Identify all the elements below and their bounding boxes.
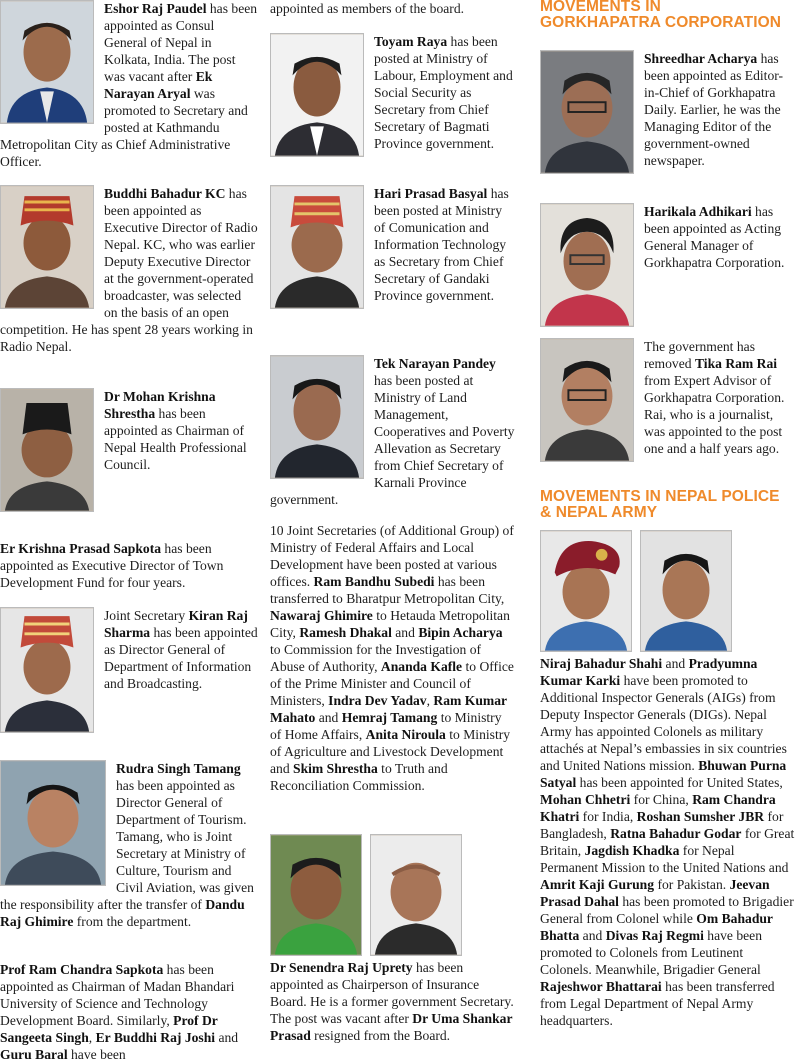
entry-toyam-raya: Toyam Raya has been posted at Ministry of Labour, Employment and Social Security as Secretary from Chief Secretary of Bagmati Province government. (270, 33, 515, 160)
person-name: Dr Senendra Raj Uprety (270, 960, 413, 975)
person-name: Ram Kumar Mahato (270, 693, 507, 725)
photo-pair (540, 530, 796, 655)
person-name: Kiran Raj Sharma (104, 608, 248, 640)
entry-krishna-prasad-sapkota: Er Krishna Prasad Sapkota has been appointed as Executive Director of Town Development Fund for four years. (0, 541, 224, 590)
person-name: Hemraj Tamang (341, 710, 438, 725)
entry-tek-narayan-pandey: Tek Narayan Pandey has been posted at Ministry of Land Management, Cooperatives and Poverty Allevation as Secretary from Chief Secretary of Karnali Province government. (270, 356, 515, 507)
person-name: Ramesh Dhakal (299, 625, 392, 640)
person-name: Dandu Raj Ghimire (0, 897, 245, 929)
person-name: Mohan Chhetri (540, 792, 631, 807)
portrait-photo (0, 0, 94, 124)
section-header-police-army: MOVEMENTS IN NEPAL POLICE & NEPAL ARMY (540, 488, 780, 521)
portrait-photo (540, 338, 634, 462)
portrait-photo (0, 760, 106, 886)
person-name: Nawaraj Ghimire (270, 608, 373, 623)
person-name: Dr Mohan Krishna Shrestha (104, 389, 216, 421)
person-name: Rudra Singh Tamang (116, 761, 241, 776)
person-name: Shreedhar Acharya (644, 51, 758, 66)
entry-buddhi-bahadur-kc: Buddhi Bahadur KC has been appointed as Executive Director of Radio Nepal. KC, who was earlier Deputy Executive Director at the government-operated broadcaster, was selected on the basis of an open competition. He has spent 28 years working in Radio Nepal. (0, 186, 258, 354)
portrait-photo (540, 203, 634, 327)
portrait-photo (0, 607, 94, 733)
person-name: Tika Ram Rai (694, 356, 778, 371)
person-name: Guru Baral (0, 1047, 68, 1062)
person-name: Skim Shrestha (293, 761, 378, 776)
entry-ram-chandra-sapkota: Prof Ram Chandra Sapkota has been appointed as Chairman of Madan Bhandari University of Science and Technology Development Board. Similarly, Prof Dr Sangeeta Singh, Er Buddhi Raj Joshi and Guru Baral have been (0, 962, 239, 1062)
person-name: Harikala Adhikari (644, 204, 752, 219)
person-name: Divas Raj Regmi (605, 928, 704, 943)
person-name: Eshor Raj Paudel (104, 1, 207, 16)
person-name: Jeevan Prasad Dahal (540, 877, 770, 909)
person-name: Ram Bandhu Subedi (313, 574, 435, 589)
entry-shreedhar-acharya: Shreedhar Acharya has been appointed as Editor-in-Chief of Gorkhapatra Daily. Earlier, he was the Managing Editor of the government-owned newspaper. (540, 50, 796, 177)
person-name: Pradyumna Kumar Karki (540, 656, 758, 688)
portrait-photo (0, 388, 94, 512)
person-name: Indra Dev Yadav (328, 693, 427, 708)
portrait-photo (540, 50, 634, 174)
entry-kiran-raj-sharma: Joint Secretary Kiran Raj Sharma has been appointed as Director General of Department of Information and Broadcasting. (0, 607, 258, 736)
portrait-photo (270, 185, 364, 309)
entry-hari-prasad-basyal: Hari Prasad Basyal has been posted at Ministry of Comunication and Information Technology as Secretary from Chief Secretary of Gandaki Province government. (270, 185, 515, 312)
portrait-photo (370, 834, 462, 956)
entry-eshor-raj-paudel: Eshor Raj Paudel has been appointed as Consul General of Nepal in Kolkata, India. The post was vacant after Ek Narayan Aryal was promoted to Secretary and posted at Kathmandu Metropolitan City as Chief Administrative Officer. (0, 1, 258, 169)
entry-joint-secretaries: 10 Joint Secretaries (of Additional Group) of Ministry of Federal Affairs and Local Development have been posted at various offices. Ram Bandhu Subedi has been transferred to Bharatpur Metropolitan City, Nawaraj Ghimire to Hetauda Metropolitan City, Ramesh Dhakal and Bipin Acharya to Commission for the Investigation of Abuse of Authority, Ananda Kafle to Office of the Prime Minister and Council of Ministers, Indra Dev Yadav, Ram Kumar Mahato and Hemraj Tamang to Ministry of Home Affairs, Anita Niroula to Ministry of Agriculture and Livestock Development and Skim Shrestha to Truth and Reconciliation Commission. (270, 523, 514, 793)
portrait-photo (0, 185, 94, 309)
entry-harikala-adhikari: Harikala Adhikari has been appointed as Acting General Manager of Gorkhapatra Corporation. (540, 203, 796, 330)
person-name: Ek Narayan Aryal (104, 69, 213, 101)
entry-rudra-singh-tamang: Rudra Singh Tamang has been appointed as Director General of Department of Tourism. Tamang, who is Joint Secretary at Ministry of Culture, Tourism and Civil Aviation, was given the responsibility after the transfer of Dandu Raj Ghimire from the department. (0, 761, 254, 929)
person-name: Er Krishna Prasad Sapkota (0, 541, 162, 556)
person-name: Prof Ram Chandra Sapkota (0, 962, 164, 977)
person-name: Tek Narayan Pandey (374, 356, 496, 371)
entry-senendra-raj-uprety: Dr Senendra Raj Uprety has been appointed as Chairperson of Insurance Board. He is a former government Secretary. The post was vacant after Dr Uma Shankar Prasad resigned from the Board. (270, 834, 515, 1044)
person-name: Om Bahadur Bhatta (540, 911, 773, 943)
photo-pair (270, 834, 515, 959)
person-name: Ram Chandra Khatri (540, 792, 776, 824)
person-name: Er Buddhi Raj Joshi (95, 1030, 216, 1045)
person-name: Hari Prasad Basyal (374, 186, 488, 201)
entry-tika-ram-rai: The government has removed Tika Ram Rai from Expert Advisor of Gorkhapatra Corporation. Rai, who is a journalist, was appointed to the post one and a half years ago. (540, 338, 796, 465)
person-name: Jagdish Khadka (584, 843, 680, 858)
person-name: Amrit Kaji Gurung (540, 877, 655, 892)
continuation-text: appointed as members of the board. (270, 1, 465, 16)
section-header-gorkhapatra: MOVEMENTS IN GORKHAPATRA CORPORATION (540, 0, 782, 31)
portrait-photo (270, 834, 362, 956)
person-name: Buddhi Bahadur KC (104, 186, 226, 201)
person-name: Anita Niroula (365, 727, 446, 742)
entry-mohan-krishna-shrestha: Dr Mohan Krishna Shrestha has been appointed as Chairman of Nepal Health Professional Council. (0, 388, 258, 515)
person-name: Toyam Raya (374, 34, 448, 49)
person-name: Niraj Bahadur Shahi (540, 656, 663, 671)
portrait-photo (270, 355, 364, 479)
person-name: Bhuwan Purna Satyal (540, 758, 787, 790)
entry-police-army: Niraj Bahadur Shahi and Pradyumna Kumar Karki have been promoted to Additional Inspector Generals (AIGs) from Deputy Inspector Generals (DIGs). Nepal Army has appointed Colonels as military attachés at Nepal’s embassies in six countries and United Nations mission. Bhuwan Purna Satyal has been appointed for United States, Mohan Chhetri for China, Ram Chandra Khatri for India, Roshan Sumsher JBR for Bangladesh, Ratna Bahadur Godar for Great Britain, Jagdish Khadka for Nepal Permanent Mission to the United Nations and Amrit Kaji Gurung for Pakistan. Jeevan Prasad Dahal has been promoted to Brigadier General from Colonel while Om Bahadur Bhatta and Divas Raj Regmi have been promoted to Colonels from Leutinent Colonels. Meanwhile, Brigadier General Rajeshwor Bhattarai has been transferred from Legal Department of Nepal Army headquarters. (540, 530, 796, 1029)
person-name: Dr Uma Shankar Prasad (270, 1011, 513, 1043)
person-name: Ananda Kafle (380, 659, 463, 674)
portrait-photo (270, 33, 364, 157)
portrait-photo (540, 530, 632, 652)
person-name: Roshan Sumsher JBR (636, 809, 765, 824)
person-name: Bipin Acharya (418, 625, 503, 640)
person-name: Rajeshwor Bhattarai (540, 979, 662, 994)
person-name: Ratna Bahadur Godar (610, 826, 742, 841)
person-name: Prof Dr Sangeeta Singh (0, 1013, 218, 1045)
portrait-photo (640, 530, 732, 652)
